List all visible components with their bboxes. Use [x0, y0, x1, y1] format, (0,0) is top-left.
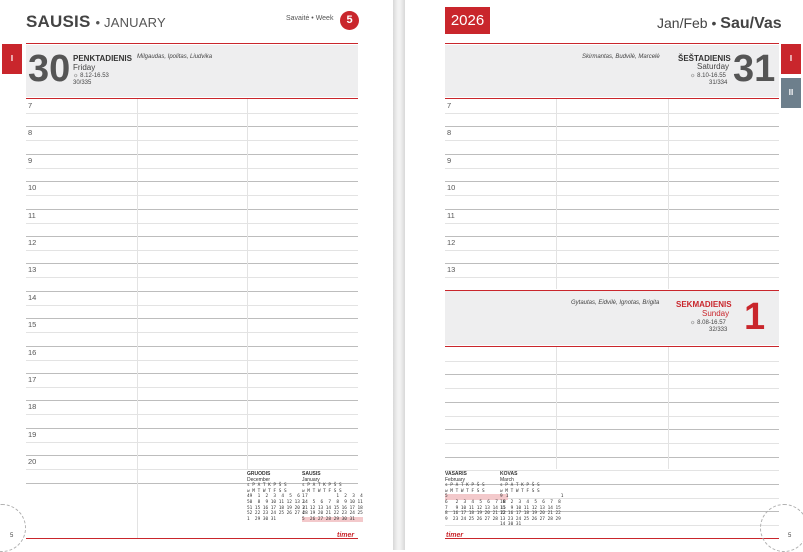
hour-label: 13 — [447, 265, 456, 275]
line — [445, 457, 779, 458]
half-hour-line — [26, 140, 358, 141]
hour-line — [26, 318, 358, 319]
sun-icon: ☼ — [73, 73, 79, 79]
hour-label: 10 — [28, 183, 37, 193]
sat-day-number: 31 — [733, 48, 776, 90]
day-count: 30/335 — [73, 80, 92, 86]
hour-line — [26, 455, 358, 456]
minical-january: SAUSIS January s P A T K P Š S w M T W T F S S 1 1 2 3 4 2 5 6 7 8 9 10 11 3 12 13 14 15 16 17 18 4 19 20 21 22 23 24 25 5 26 27 28 29 30 31 — [302, 471, 363, 522]
sat-name-en: Saturday — [697, 62, 730, 71]
sun-name-lt: SEKMADIENIS — [676, 300, 732, 309]
line — [445, 388, 779, 389]
hour-line — [26, 154, 358, 155]
half-hour-line — [26, 195, 358, 196]
column-divider — [137, 99, 138, 539]
hour-label: 9 — [447, 155, 452, 165]
column-divider — [668, 99, 669, 289]
half-hour-line — [445, 113, 779, 114]
hour-label: 14 — [28, 292, 37, 302]
hour-line — [26, 236, 358, 237]
line — [445, 374, 779, 375]
hour-label: 17 — [28, 375, 37, 384]
sat-sun-times: ☼ 8.10-16.55 — [690, 73, 726, 79]
day-number: 30 — [28, 48, 71, 90]
day-name-en: Friday — [73, 63, 96, 72]
half-hour-line — [26, 442, 358, 443]
month-title: SAUSIS • JANUARY — [26, 12, 166, 31]
week-label: Savaitė • Week — [286, 15, 334, 22]
footer-rule — [26, 538, 358, 539]
week-number-badge: 5 — [340, 11, 359, 30]
line — [445, 361, 779, 362]
hour-line — [26, 126, 358, 127]
half-hour-line — [26, 360, 358, 361]
hour-label: 15 — [28, 320, 37, 330]
hour-label: 9 — [28, 155, 33, 165]
hour-line — [26, 181, 358, 182]
column-divider — [247, 99, 248, 469]
page-number: 5 — [10, 533, 14, 539]
sun-icon: ☼ — [690, 73, 696, 79]
hour-label: 18 — [28, 402, 37, 412]
sun-count: 32/333 — [709, 327, 728, 333]
sun-sun-times: ☼ 8.08-16.57 — [690, 320, 726, 326]
half-hour-line — [26, 223, 358, 224]
column-divider — [556, 347, 557, 469]
half-hour-line — [26, 277, 358, 278]
hour-line — [26, 291, 358, 292]
corner-arc — [760, 504, 803, 552]
line — [445, 429, 779, 430]
day-rule — [26, 98, 358, 99]
column-divider — [556, 99, 557, 289]
hour-label: 13 — [28, 265, 37, 275]
hour-line — [26, 209, 358, 210]
hour-label: 12 — [447, 238, 456, 247]
corner-arc — [0, 504, 26, 552]
hour-label: 12 — [28, 238, 37, 247]
month-tab-i[interactable]: I — [781, 44, 801, 74]
hour-label: 7 — [28, 101, 33, 110]
name-days: Milgaudas, Ipolitas, Liudvika — [137, 54, 213, 60]
sun-name-days: Gytautas, Eidvilė, Ignotas, Brigita — [571, 300, 660, 306]
year-badge: 2026 — [445, 7, 490, 34]
book-spine — [393, 0, 405, 550]
footer-rule — [445, 538, 779, 539]
brand-logo: timer — [337, 532, 355, 539]
sat-count: 31/334 — [709, 80, 728, 86]
day-rule — [445, 98, 779, 99]
half-hour-line — [445, 195, 779, 196]
sunday-rule-bottom — [445, 346, 779, 347]
half-hour-line — [26, 250, 358, 251]
month-tab-ii[interactable]: II — [781, 78, 801, 108]
sat-name-lt: ŠEŠTADIENIS — [678, 54, 731, 63]
hour-label: 7 — [447, 101, 452, 110]
header-rule — [26, 43, 358, 44]
month-tab-i[interactable]: I — [2, 44, 22, 74]
hour-line — [445, 263, 779, 264]
line — [445, 525, 779, 526]
page-number: 5 — [788, 533, 792, 539]
right-header: Jan/Feb • Sau/Vas — [657, 15, 782, 32]
hour-line — [445, 154, 779, 155]
minical-march: KOVAS March s P A T K P Š S w M T W T F S S 9 1 10 2 3 4 5 6 7 8 11 9 10 11 12 13 14 15 12 16 17 18 19 20 21 22 13 23 24 25 26 27 28 29 14 30 31 — [500, 471, 564, 528]
hour-label: 10 — [447, 183, 456, 193]
half-hour-line — [26, 305, 358, 306]
half-hour-line — [445, 168, 779, 169]
month-lt: SAUSIS — [26, 12, 91, 31]
half-hour-line — [26, 332, 358, 333]
half-hour-line — [445, 277, 779, 278]
hour-label: 19 — [28, 429, 37, 439]
hour-line — [26, 428, 358, 429]
sun-icon: ☼ — [690, 320, 696, 326]
day-name-lt: PENKTADIENIS — [73, 54, 132, 63]
hour-line — [445, 236, 779, 237]
half-hour-line — [445, 140, 779, 141]
half-hour-line — [26, 387, 358, 388]
minical-december: GRUODIS December s P A T K P Š S w M T W T F S S 49 1 2 3 4 5 6 7 50 8 9 10 11 12 13 14 51 15 16 17 18 19 20 21 52 22 23 24 25 26 27 28 1 29 30 31 — [247, 471, 308, 522]
left-page — [0, 0, 393, 550]
hour-line — [445, 126, 779, 127]
sat-name-days: Skirmantas, Budvilė, Marcelė — [582, 54, 660, 60]
brand-logo: timer — [446, 532, 464, 539]
header-rule — [445, 43, 779, 44]
half-hour-line — [445, 250, 779, 251]
half-hour-line — [445, 223, 779, 224]
column-divider — [668, 347, 669, 469]
half-hour-line — [26, 113, 358, 114]
line — [445, 416, 779, 417]
sun-day-number: 1 — [744, 296, 766, 338]
hour-line — [26, 400, 358, 401]
sun-name-en: Sunday — [702, 309, 730, 318]
saturday-block — [445, 45, 779, 97]
hour-label: 11 — [28, 210, 36, 220]
hour-line — [26, 263, 358, 264]
hour-line — [26, 346, 358, 347]
hour-line — [445, 209, 779, 210]
hour-label: 8 — [447, 128, 452, 138]
hour-line — [445, 181, 779, 182]
hour-label: 16 — [28, 347, 37, 357]
line — [445, 470, 779, 471]
half-hour-line — [26, 168, 358, 169]
hour-line — [26, 373, 358, 374]
hour-label: 8 — [28, 128, 33, 138]
hour-label: 11 — [447, 210, 455, 220]
half-hour-line — [26, 414, 358, 415]
line — [445, 443, 779, 444]
line — [445, 402, 779, 403]
minical-february: VASARIS February s P A T K P Š S w M T W T F S S 5 1 6 2 3 4 5 6 7 8 7 9 10 11 12 13 14 15 8 16 17 18 19 20 21 22 9 23 24 25 26 27 28 — [445, 471, 509, 522]
sun-times: ☼ 8.12-16.53 — [73, 73, 109, 79]
month-en: JANUARY — [104, 15, 166, 30]
hour-label: 20 — [28, 457, 37, 467]
